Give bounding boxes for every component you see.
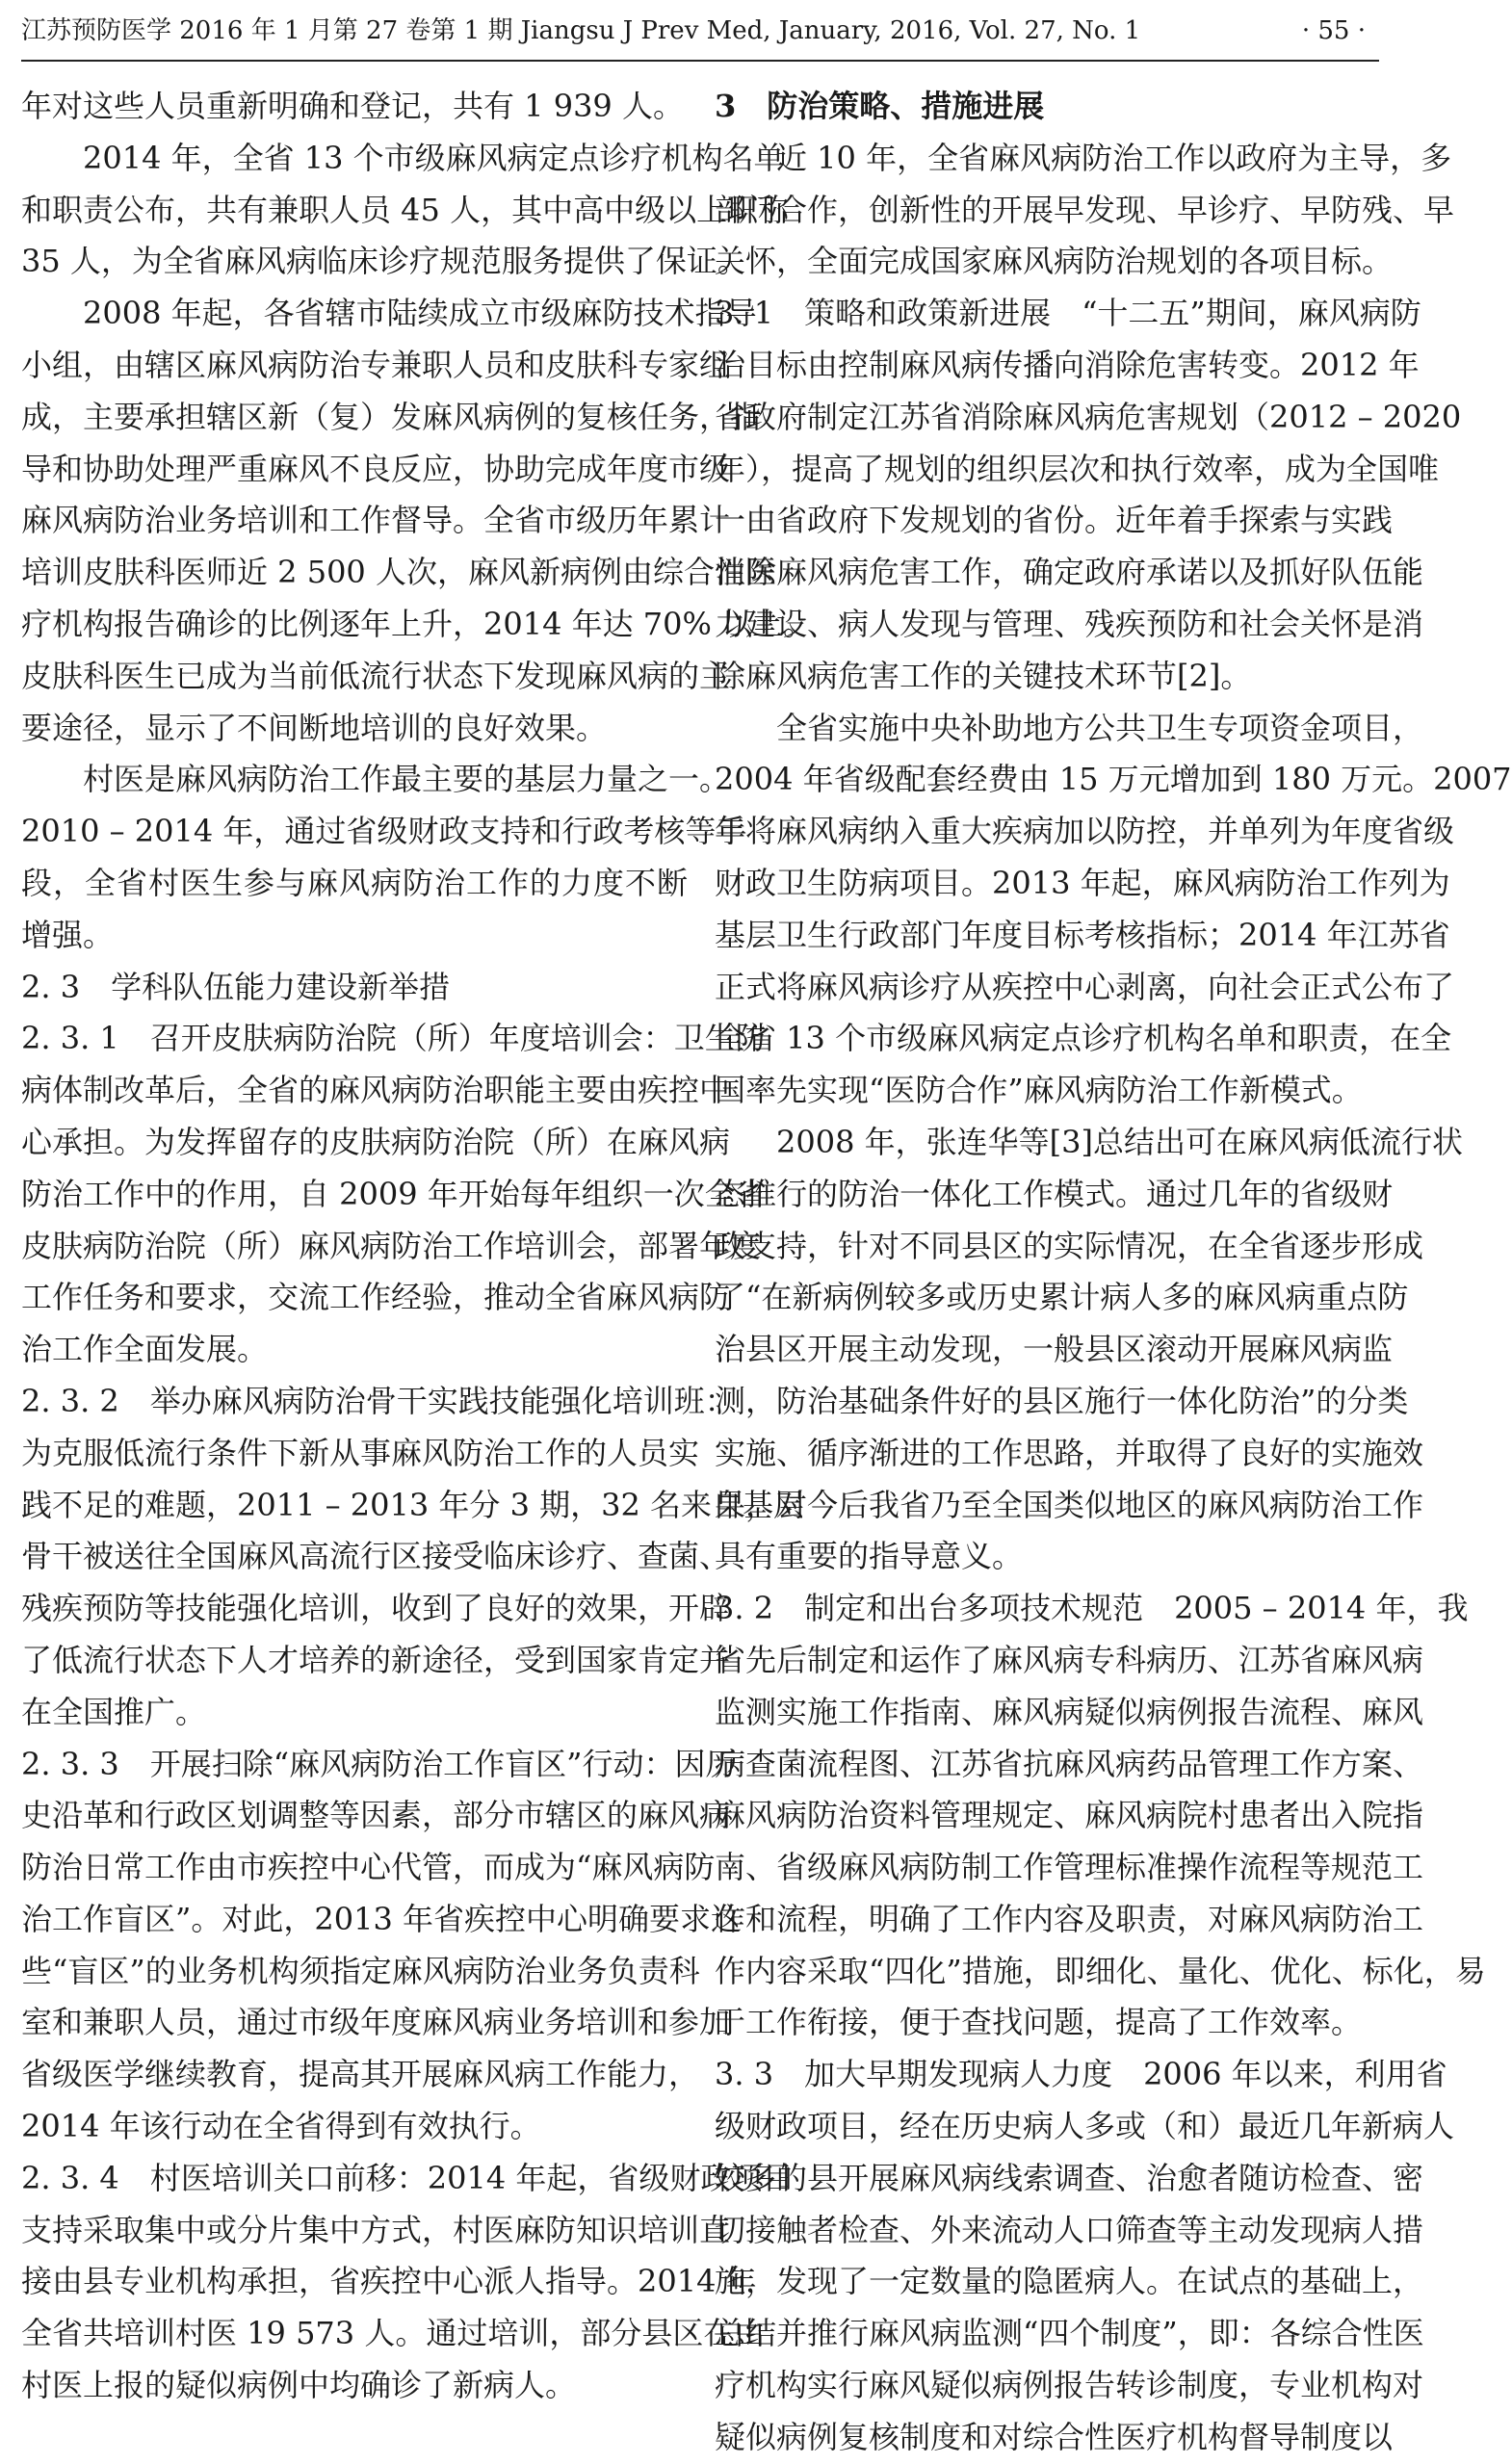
text-line: 2. 3. 2 举办麻风病防治骨干实践技能强化培训班：: [21, 1382, 736, 1419]
text-line: 3. 3 加大早期发现病人力度 2006 年以来，利用省: [715, 2056, 1447, 2093]
header-rule: [21, 60, 1379, 62]
text-line: 年将麻风病纳入重大疾病加以防控，并单列为年度省级: [715, 813, 1455, 850]
text-line: 病体制改革后，全省的麻风病防治职能主要由疾控中: [21, 1072, 731, 1109]
text-line: 了“在新病例较多或历史累计病人多的麻风病重点防: [715, 1279, 1409, 1316]
text-line: 导和协助处理严重麻风不良反应，协助完成年度市级: [21, 450, 731, 487]
text-line: 测，防治基础条件好的县区施行一体化防治”的分类: [715, 1382, 1409, 1419]
text-line: 年对这些人员重新明确和登记，共有 1 939 人。: [21, 88, 684, 124]
text-line: 正式将麻风病诊疗从疾控中心剥离，向社会正式公布了: [715, 968, 1455, 1005]
text-line: 疗机构报告确诊的比例逐年上升，2014 年达 70% 以上。: [21, 605, 815, 642]
text-line: 培训皮肤科医师近 2 500 人次，麻风新病例由综合性医: [21, 554, 776, 591]
text-line: 成，主要承担辖区新（复）发麻风病例的复核任务，指: [21, 398, 762, 435]
text-line: 3. 2 制定和出台多项技术规范 2005 – 2014 年，我: [715, 1590, 1469, 1627]
text-line: 些“盲区”的业务机构须指定麻风病防治业务负责科: [21, 1952, 700, 1989]
text-line: 近 10 年，全省麻风病防治工作以政府为主导，多: [776, 139, 1452, 176]
text-line: 村医是麻风病防治工作最主要的基层力量之一。: [83, 761, 731, 798]
text-line: 作内容采取“四化”措施，即细化、量化、优化、标化，易: [715, 1952, 1486, 1989]
text-line: 和职责公布，共有兼职人员 45 人，其中高中级以上职称: [21, 191, 790, 228]
text-line: 接由县专业机构承担，省疾控中心派人指导。2014 年: [21, 2263, 757, 2300]
text-line: 全省共培训村医 19 573 人。通过培训，部分县区在由: [21, 2315, 766, 2352]
text-line: 治目标由控制麻风病传播向消除危害转变。2012 年: [715, 346, 1420, 383]
text-line: 防治日常工作由市疾控中心代管，而成为“麻风病防: [21, 1849, 716, 1886]
text-line: 3. 1 策略和政策新进展 “十二五”期间，麻风病防: [715, 295, 1421, 332]
text-line: 小组，由辖区麻风病防治专兼职人员和皮肤科专家组: [21, 346, 731, 383]
text-line: 于工作衔接，便于查找问题，提高了工作效率。: [715, 2004, 1363, 2041]
text-line: 史沿革和行政区划调整等因素，部分市辖区的麻风病: [21, 1797, 731, 1834]
text-line: 实施、循序渐进的工作思路，并取得了良好的实施效: [715, 1434, 1424, 1471]
text-line: 践不足的难题，2011 – 2013 年分 3 期，32 名来自基层: [21, 1486, 804, 1523]
journal-citation: 江苏预防医学 2016 年 1 月第 27 卷第 1 期 Jiangsu J Prev Med, January, 2016, Vol. 27, No. 1: [21, 16, 1141, 45]
text-line: 皮肤科医生已成为当前低流行状态下发现麻风病的主: [21, 657, 731, 694]
text-line: 关怀，全面完成国家麻风病防治规划的各项目标。: [715, 243, 1394, 280]
text-line: 2010 – 2014 年，通过省级财政支持和行政考核等手: [21, 813, 747, 850]
text-line: 支持采取集中或分片集中方式，村医麻防知识培训直: [21, 2211, 731, 2248]
text-line: 2014 年，全省 13 个市级麻风病定点诊疗机构名单: [83, 139, 785, 176]
text-line: 具有重要的指导意义。: [715, 1538, 1024, 1575]
text-line: 为克服低流行条件下新从事麻风防治工作的人员实: [21, 1434, 700, 1471]
text-line: 消除麻风病危害工作，确定政府承诺以及抓好队伍能: [715, 554, 1424, 591]
text-line: 政支持，针对不同县区的实际情况，在全省逐步形成: [715, 1227, 1424, 1264]
text-line: 疗机构实行麻风疑似病例报告转诊制度，专业机构对: [715, 2367, 1424, 2404]
text-line: 残疾预防等技能强化培训，收到了良好的效果，开辟: [21, 1590, 731, 1627]
text-line: 全省实施中央补助地方公共卫生专项资金项目，: [776, 709, 1424, 746]
text-line: 较多的县开展麻风病线索调查、治愈者随访检查、密: [715, 2159, 1424, 2196]
text-line: 心承担。为发挥留存的皮肤病防治院（所）在麻风病: [21, 1123, 731, 1160]
text-line: 2014 年该行动在全省得到有效执行。: [21, 2108, 541, 2145]
text-line: 治工作全面发展。: [21, 1331, 269, 1368]
text-line: 省级医学继续教育，提高其开展麻风病工作能力，: [21, 2056, 700, 2093]
text-line: 果，对今后我省乃至全国类似地区的麻风病防治工作: [715, 1486, 1424, 1523]
text-line: 2008 年起，各省辖市陆续成立市级麻防技术指导: [83, 295, 757, 332]
text-line: 国率先实现“医防合作”麻风病防治工作新模式。: [715, 1072, 1363, 1109]
text-line: 麻风病防治业务培训和工作督导。全省市级历年累计: [21, 502, 731, 539]
text-line: 防治工作中的作用，自 2009 年开始每年组织一次全省: [21, 1175, 767, 1212]
text-line: 治工作盲区”。对此，2013 年省疾控中心明确要求这: [21, 1900, 742, 1937]
text-line: 病查菌流程图、江苏省抗麻风病药品管理工作方案、: [715, 1745, 1424, 1782]
text-line: 了低流行状态下人才培养的新途径，受到国家肯定并: [21, 1641, 731, 1678]
text-line: 省先后制定和运作了麻风病专科病历、江苏省麻风病: [715, 1641, 1424, 1678]
text-line: 2. 3. 3 开展扫除“麻风病防治工作盲区”行动：因历: [21, 1745, 737, 1782]
text-line: 35 人，为全省麻风病临床诊疗规范服务提供了保证。: [21, 243, 748, 280]
text-line: 一由省政府下发规划的省份。近年着手探索与实践: [715, 502, 1394, 539]
text-line: 疑似病例复核制度和对综合性医疗机构督导制度以: [715, 2418, 1394, 2455]
text-line: 骨干被送往全国麻风高流行区接受临床诊疗、查菌、: [21, 1538, 731, 1575]
text-line: 作和流程，明确了工作内容及职责，对麻风病防治工: [715, 1900, 1424, 1937]
text-line: 增强。: [21, 916, 115, 953]
text-line: 要途径，显示了不间断地培训的良好效果。: [21, 709, 608, 746]
text-line: 在全国推广。: [21, 1693, 207, 1730]
text-line: 2. 3. 1 召开皮肤病防治院（所）年度培训会：卫生防: [21, 1020, 767, 1057]
text-line: 段，全省村医生参与麻风病防治工作的力度不断: [21, 864, 688, 901]
text-line: 治县区开展主动发现，一般县区滚动开展麻风病监: [715, 1331, 1394, 1368]
text-line: 3 防治策略、措施进展: [715, 88, 1045, 124]
text-line: 2004 年省级配套经费由 15 万元增加到 180 万元。2007: [715, 761, 1512, 798]
text-line: 2. 3 学科队伍能力建设新举措: [21, 968, 451, 1005]
text-line: 省政府制定江苏省消除麻风病危害规划（2012 – 2020: [715, 398, 1462, 435]
text-line: 村医上报的疑似病例中均确诊了新病人。: [21, 2367, 577, 2404]
text-line: 年），提高了规划的组织层次和执行效率，成为全国唯: [715, 450, 1440, 487]
text-line: 皮肤病防治院（所）麻风病防治工作培训会，部署年度: [21, 1227, 762, 1264]
text-line: 基层卫生行政部门年度目标考核指标；2014 年江苏省: [715, 916, 1450, 953]
text-line: 室和兼职人员，通过市级年度麻风病业务培训和参加: [21, 2004, 731, 2041]
text-line: 除麻风病危害工作的关键技术环节[2]。: [715, 657, 1252, 694]
text-line: 施，发现了一定数量的隐匿病人。在试点的基础上，: [715, 2263, 1424, 2300]
running-header: [21, 13, 1379, 52]
page-number: · 55 ·: [1301, 16, 1366, 45]
text-line: 工作任务和要求，交流工作经验，推动全省麻风病防: [21, 1279, 731, 1316]
text-line: 监测实施工作指南、麻风病疑似病例报告流程、麻风: [715, 1693, 1424, 1730]
text-line: 力建设、病人发现与管理、残疾预防和社会关怀是消: [715, 605, 1424, 642]
text-line: 2. 3. 4 村医培训关口前移：2014 年起，省级财政项目: [21, 2159, 794, 2196]
text-line: 2008 年，张连华等[3]总结出可在麻风病低流行状: [776, 1123, 1463, 1160]
text-line: 南、省级麻风病防制工作管理标准操作流程等规范工: [715, 1849, 1424, 1886]
text-line: 麻风病防治资料管理规定、麻风病院村患者出入院指: [715, 1797, 1424, 1834]
text-line: 切接触者检查、外来流动人口筛查等主动发现病人措: [715, 2211, 1424, 2248]
text-line: 全省 13 个市级麻风病定点诊疗机构名单和职责，在全: [715, 1020, 1452, 1057]
text-line: 级财政项目，经在历史病人多或（和）最近几年新病人: [715, 2108, 1455, 2145]
text-line: 总结并推行麻风病监测“四个制度”，即：各综合性医: [715, 2315, 1424, 2352]
text-line: 财政卫生防病项目。2013 年起，麻风病防治工作列为: [715, 864, 1450, 901]
text-line: 部门合作，创新性的开展早发现、早诊疗、早防残、早: [715, 191, 1455, 228]
right-column: [715, 81, 1512, 2464]
left-column: [21, 81, 815, 2412]
text-line: 态推行的防治一体化工作模式。通过几年的省级财: [715, 1175, 1394, 1212]
